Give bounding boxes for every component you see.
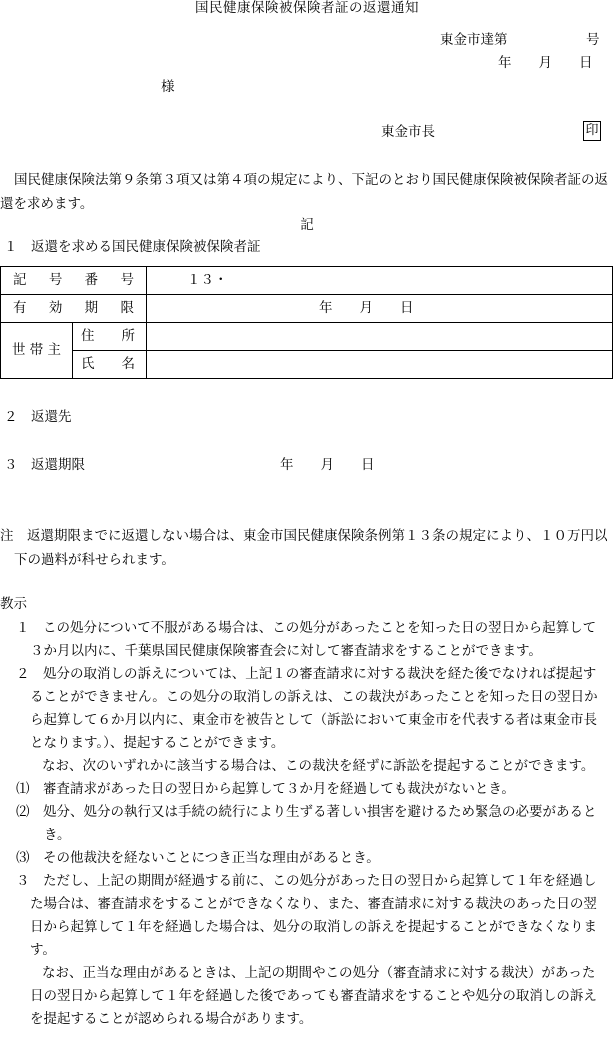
- number-value: １３・: [187, 272, 228, 289]
- penalty-note: [0, 524, 614, 572]
- issuer-number: [440, 32, 600, 48]
- instruction-item: なお、正当な理由があるときは、上記の期間やこの処分（審査請求に対する裁決）があった日の翌日から起算して１年を経過した後であっても審査請求をすることや処分の取消しの訴えを提起することが認められる場合があります。: [30, 965, 597, 1027]
- householder-label: 世 帯 主: [11, 342, 62, 359]
- address-label: 住 所: [81, 328, 135, 345]
- label-char: 番: [84, 272, 99, 289]
- penalty-note-text: 注 返還期限までに返還しない場合は、東金市国民健康保険条例第１３条の規定により、１０万円以下の過料が科せられます。: [0, 528, 608, 568]
- number-label-cell: [1, 267, 147, 295]
- section3-heading: ３ 返還期限: [4, 457, 85, 473]
- label-char: 号: [48, 272, 63, 289]
- instruction-subitem: ⑶ その他裁決を経ないことにつき正当な理由があるとき。: [16, 850, 380, 866]
- instruction-item: １ この処分について不服がある場合は、この処分があったことを知った日の翌日から起算して３か月以内に、千葉県国民健康保険審査会に対して審査請求をすることができます。: [16, 620, 597, 659]
- table-row: [1, 323, 613, 351]
- validity-label-cell: [1, 295, 147, 323]
- name-value-cell: [147, 351, 613, 379]
- label-char: 有: [13, 300, 27, 317]
- householder-label-cell: [1, 323, 73, 379]
- label-char: 期: [84, 300, 99, 317]
- instruction-item: なお、次のいずれかに該当する場合は、この裁決を経ずに訴訟を提起することができます。: [42, 758, 595, 774]
- issuer-number-prefix: 東金市達第: [440, 32, 508, 48]
- label-char: 記: [13, 272, 27, 289]
- table-row: [1, 351, 613, 379]
- section3-date: 年 月 日: [280, 457, 375, 473]
- instruction-subitem: ⑴ 審査請求があった日の翌日から起算して３か月を経過しても裁決がないとき。: [16, 781, 515, 797]
- main-text: 国民健康保険法第９条第３項又は第４項の規定により、下記のとおり国民健康保険被保険者証の返還を求めます。: [0, 172, 608, 212]
- instruction-subitem: ⑵ 処分、処分の執行又は手続の続行により生ずる著しい損害を避けるため緊急の必要があるとき。: [16, 804, 597, 843]
- document-title: 国民健康保険被保険者証の返還通知: [195, 0, 419, 16]
- label-char: 効: [48, 300, 63, 317]
- instruction-item: ３ ただし、上記の期間が経過する前に、この処分があった日の翌日から起算して１年を経過した場合は、審査請求をすることができなくなり、また、審査請求に対する裁決のあった日の翌日から起算して１年を経過した場合は、処分の取消しの訴えを提起することができなくなります。: [16, 873, 597, 958]
- section1-heading: １ 返還を求める国民健康保険被保険者証: [4, 239, 261, 255]
- addressee-suffix: 様: [161, 79, 175, 95]
- issue-date: 年 月 日: [498, 55, 593, 71]
- table-row: [1, 267, 613, 295]
- instructions-heading: 教示: [0, 596, 27, 612]
- label-char: 限: [120, 300, 134, 317]
- label-char: 号: [120, 272, 134, 289]
- address-value-cell: [147, 323, 613, 351]
- table-row: [1, 295, 613, 323]
- seal-box: 印: [583, 121, 601, 141]
- name-label-cell: [73, 351, 147, 379]
- certificate-table: [0, 266, 613, 379]
- address-label-cell: [73, 323, 147, 351]
- name-label: 氏 名: [81, 356, 135, 373]
- instructions-list: [0, 617, 600, 1031]
- number-value-cell: [147, 267, 613, 295]
- instruction-item: ２ 処分の取消しの訴えについては、上記１の審査請求に対する裁決を経た後でなければ提起することができません。この処分の取消しの訴えは、この裁決があったことを知った日の翌日から起算して６か月以内に、東金市を被告として（訴訟において東金市を代表する者は東金市長となります。）、提起することができます。: [16, 666, 598, 751]
- issuer-number-suffix: 号: [586, 32, 600, 48]
- mayor-name: 東金市長: [381, 124, 435, 140]
- validity-value: 年 月 日: [319, 300, 414, 317]
- section2-heading: ２ 返還先: [4, 409, 72, 425]
- validity-value-cell: [147, 295, 613, 323]
- ki-heading: 記: [300, 217, 314, 233]
